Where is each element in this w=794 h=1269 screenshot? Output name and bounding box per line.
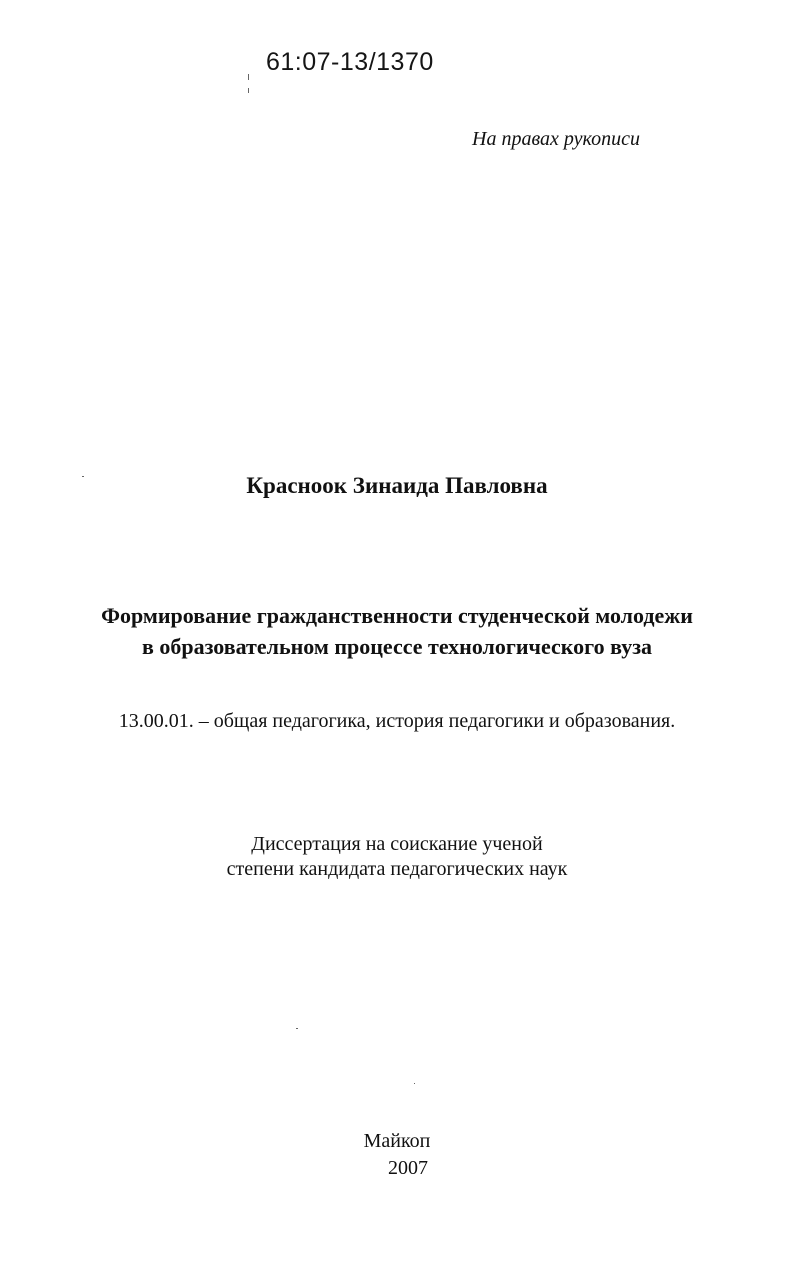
title-line-1: Формирование гражданственности студенческой молодежи: [101, 603, 693, 628]
year: 2007: [388, 1157, 428, 1179]
degree-statement: [0, 832, 794, 882]
specialty-code: 13.00.01. – общая педагогика, история педагогики и образования.: [118, 710, 676, 732]
archive-stamp-code: 61:07-13/1370: [266, 48, 434, 76]
rights-note: На правах рукописи: [472, 128, 640, 150]
degree-line-1: Диссертация на соискание ученой: [251, 833, 543, 855]
author-name: Красноок Зинаида Павловна: [246, 473, 548, 498]
scan-speck: [82, 476, 84, 477]
scan-speck: [248, 74, 249, 80]
scan-speck: [248, 88, 249, 93]
degree-line-2: степени кандидата педагогических наук: [226, 858, 568, 880]
scan-speck: [414, 1083, 415, 1084]
title-line-2: в образовательном процессе технологического вуза: [141, 634, 653, 659]
dissertation-title: [0, 600, 794, 662]
scan-speck: [296, 1028, 298, 1029]
city: Майкоп: [363, 1130, 431, 1152]
place-and-year: [0, 1128, 794, 1182]
